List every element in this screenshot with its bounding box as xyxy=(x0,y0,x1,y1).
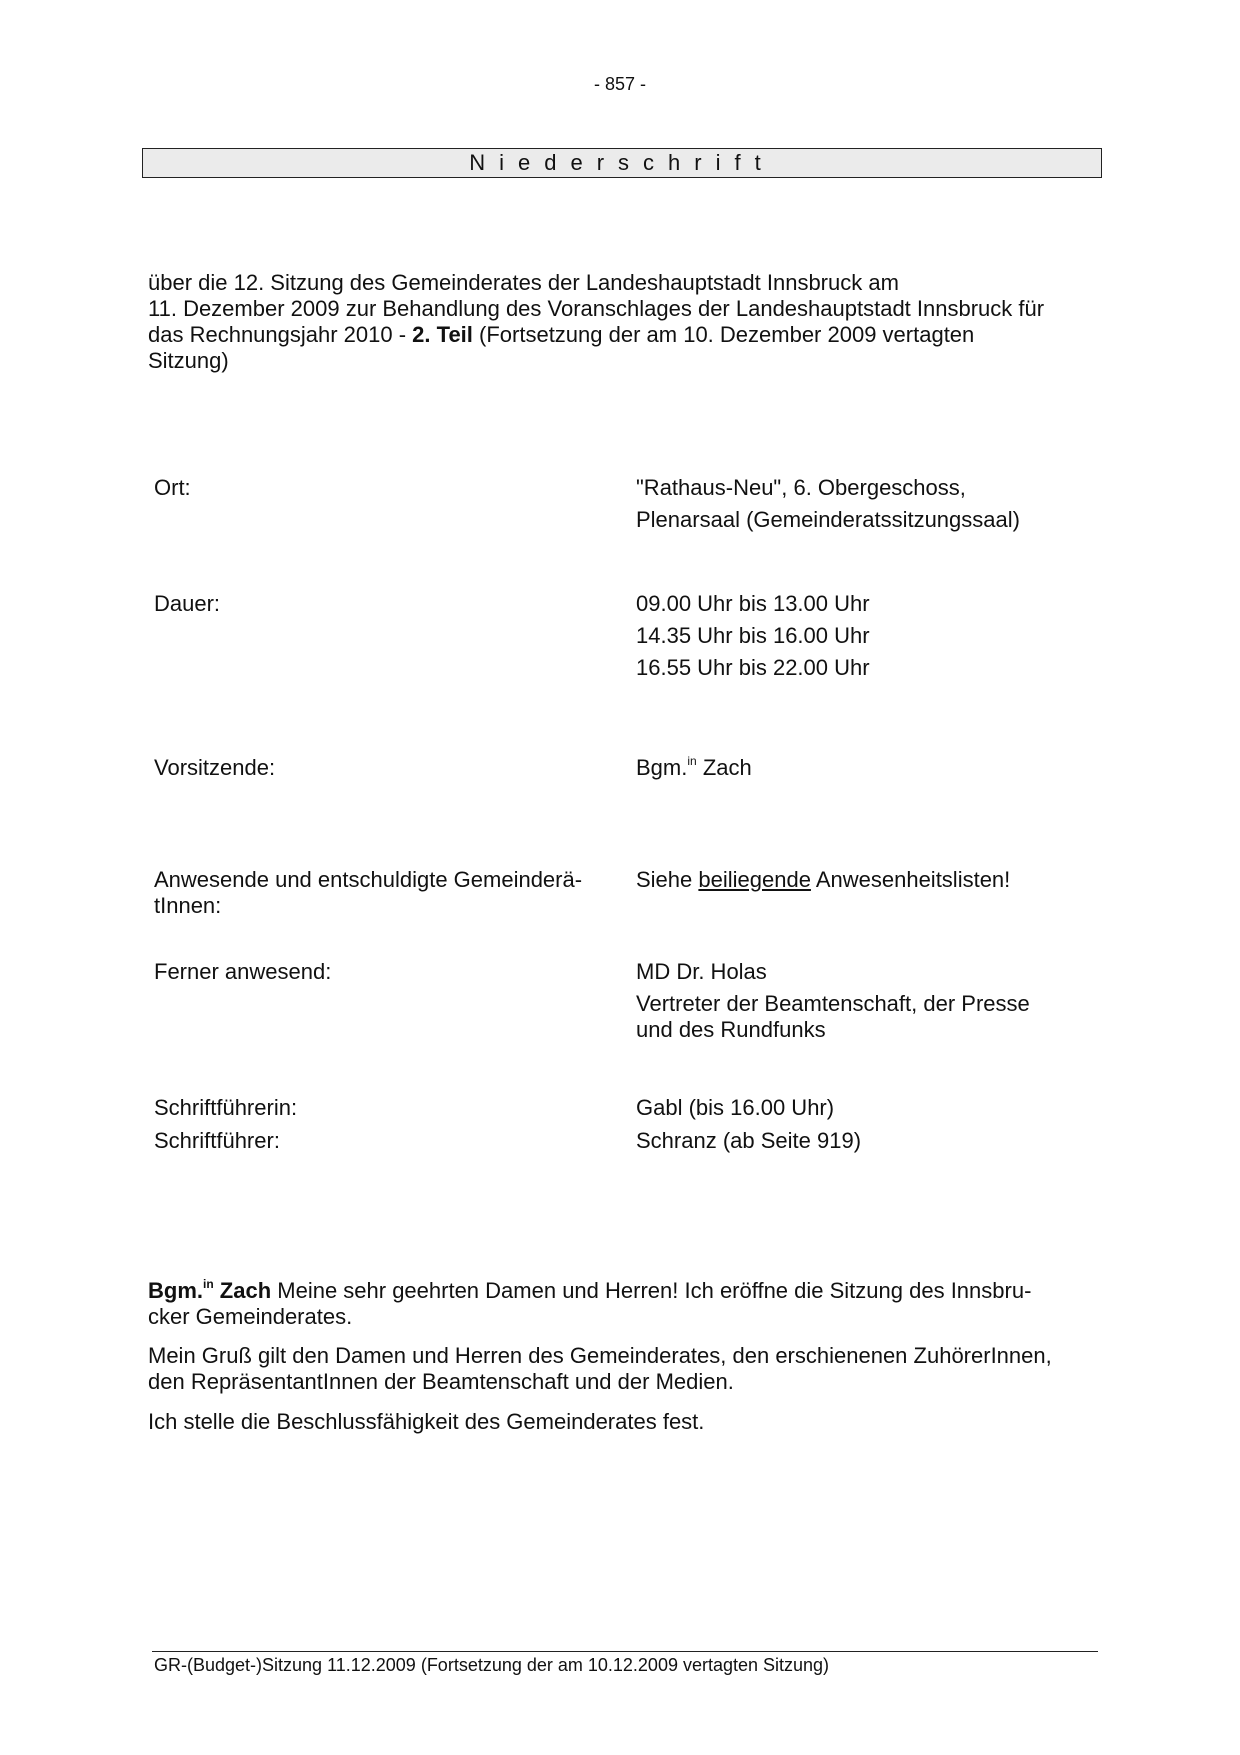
ferner-label: Ferner anwesend: xyxy=(154,959,332,984)
intro-line: Sitzung) xyxy=(148,348,229,373)
schriftfuehrer-value: Schranz (ab Seite 919) xyxy=(636,1128,862,1153)
speaker-superscript: in xyxy=(203,1277,214,1291)
ort-label: Ort: xyxy=(154,475,191,500)
page-number: - 857 - xyxy=(593,74,647,94)
speech-text: Meine sehr geehrten Damen und Herren! Ich eröffne die Sitzung des Innsbru- xyxy=(271,1278,1032,1303)
anwesende-label-line: tInnen: xyxy=(154,893,222,918)
vorsitz-value xyxy=(636,752,1096,784)
dauer-line: 16.55 Uhr bis 22.00 Uhr xyxy=(636,655,870,680)
intro-line: 11. Dezember 2009 zur Behandlung des Voranschlages der Landeshauptstadt Innsbruck für xyxy=(148,296,1045,321)
speech-paragraph-1 xyxy=(148,1278,1108,1330)
speaker-name: Zach xyxy=(213,1278,272,1303)
ort-line: "Rathaus-Neu", 6. Obergeschoss, xyxy=(636,475,966,500)
intro-bold-part: 2. Teil xyxy=(412,322,473,347)
ferner-line: und des Rundfunks xyxy=(636,1017,826,1042)
ferner-line: MD Dr. Holas xyxy=(636,959,767,984)
speech-line xyxy=(148,1278,1108,1304)
document-title: Niederschrift xyxy=(142,148,1102,178)
dauer-label: Dauer: xyxy=(154,591,221,616)
schriftfuehrer-label: Schriftführer: xyxy=(154,1128,280,1153)
speech-paragraph-3: Ich stelle die Beschlussfähigkeit des Gemeinderates fest. xyxy=(148,1409,705,1434)
anwesende-text: Anwesenheitslisten! xyxy=(810,867,1011,892)
ferner-value xyxy=(636,956,1096,1043)
speech-line: den RepräsentantInnen der Beamtenschaft und der Medien. xyxy=(148,1369,734,1394)
vorsitz-title: Bgm. xyxy=(636,755,688,780)
intro-paragraph xyxy=(148,270,1108,374)
intro-text: (Fortsetzung der am 10. Dezember 2009 vertagten xyxy=(472,322,975,347)
vorsitz-superscript: in xyxy=(687,754,697,768)
ort-value xyxy=(636,472,1096,536)
intro-line xyxy=(148,322,1108,348)
ferner-line: Vertreter der Beamtenschaft, der Presse xyxy=(636,991,1030,1016)
intro-line: über die 12. Sitzung des Gemeinderates der Landeshauptstadt Innsbruck am xyxy=(148,270,899,295)
anwesende-underlined: beiliegende xyxy=(698,867,811,892)
dauer-line: 14.35 Uhr bis 16.00 Uhr xyxy=(636,623,870,648)
speech-paragraph-2 xyxy=(148,1343,1108,1395)
schriftfuehrerin-value: Gabl (bis 16.00 Uhr) xyxy=(636,1095,835,1120)
dauer-value xyxy=(636,588,1096,684)
vorsitz-label: Vorsitzende: xyxy=(154,755,276,780)
dauer-line: 09.00 Uhr bis 13.00 Uhr xyxy=(636,591,870,616)
anwesende-value xyxy=(636,867,1096,893)
schriftfuehrerin-label: Schriftführerin: xyxy=(154,1095,298,1120)
anwesende-label xyxy=(154,867,624,919)
footer-text: GR-(Budget-)Sitzung 11.12.2009 (Fortsetzung der am 10.12.2009 vertagten Sitzung) xyxy=(154,1655,830,1675)
vorsitz-name: Zach xyxy=(696,755,752,780)
intro-text: das Rechnungsjahr 2010 - xyxy=(148,322,413,347)
anwesende-label-line: Anwesende und entschuldigte Gemeinderä- xyxy=(154,867,583,892)
footer-rule xyxy=(152,1651,1098,1652)
anwesende-text: Siehe xyxy=(636,867,699,892)
speech-line: cker Gemeinderates. xyxy=(148,1304,353,1329)
ort-line: Plenarsaal (Gemeinderatssitzungssaal) xyxy=(636,507,1020,532)
speaker-title: Bgm. xyxy=(148,1278,203,1303)
speech-line: Mein Gruß gilt den Damen und Herren des Gemeinderates, den erschienenen ZuhörerInnen, xyxy=(148,1343,1052,1368)
